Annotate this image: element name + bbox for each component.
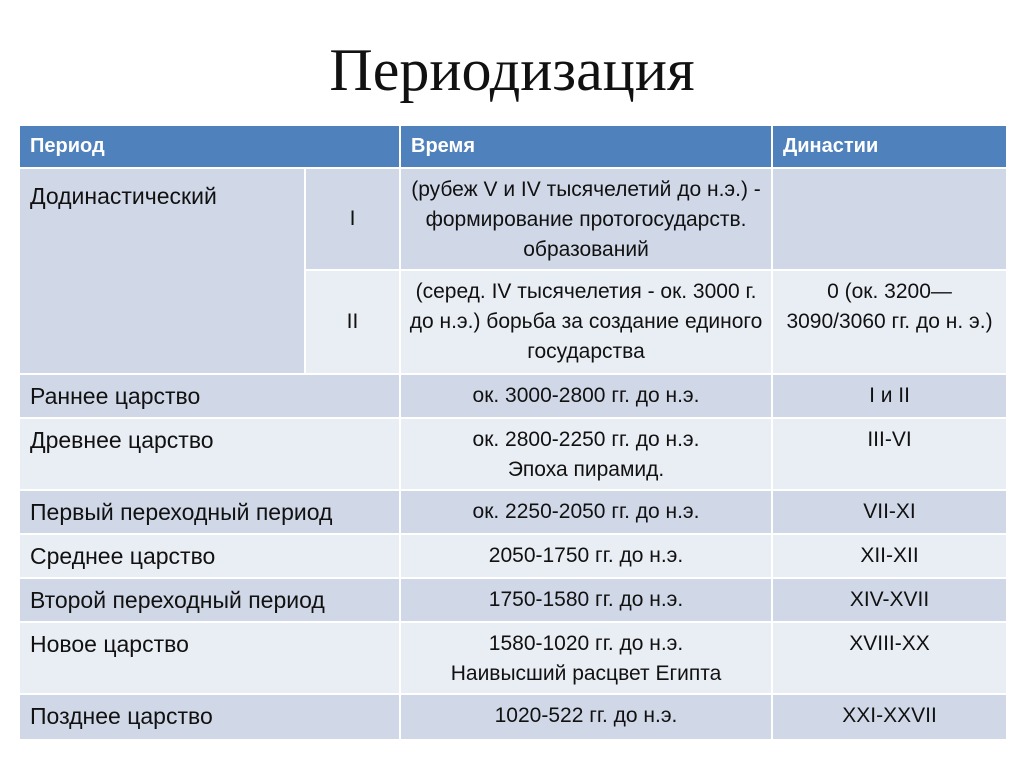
dynasty-cell: I и II [772, 374, 1007, 418]
subperiod-cell: II [305, 270, 400, 374]
table-row [19, 534, 1007, 578]
table-row [19, 490, 1007, 534]
time-cell: ок. 2250-2050 гг. до н.э. [400, 490, 772, 534]
table-row [19, 622, 1007, 694]
table-row [19, 694, 1007, 740]
periodization-table [18, 124, 1008, 741]
dynasty-cell: 0 (ок. 3200—3090/3060 гг. до н. э.) [772, 270, 1007, 374]
dynasty-cell: III-VI [772, 418, 1007, 490]
header-time: Время [400, 125, 772, 168]
period-cell: Древнее царство [19, 418, 400, 490]
period-cell: Среднее царство [19, 534, 400, 578]
period-cell: Второй переходный период [19, 578, 400, 622]
table-row [19, 418, 1007, 490]
dynasty-cell: XII-XII [772, 534, 1007, 578]
page-title: Периодизация [329, 37, 695, 103]
period-cell: Раннее царство [19, 374, 400, 418]
table-row [19, 168, 1007, 270]
time-cell: 2050-1750 гг. до н.э. [400, 534, 772, 578]
time-cell: (рубеж V и IV тысячелетий до н.э.) - формирование протогосударств. образований [400, 168, 772, 270]
time-cell: 1580-1020 гг. до н.э. Наивысший расцвет Египта [400, 622, 772, 694]
table-row [19, 374, 1007, 418]
dynasty-cell: XIV-XVII [772, 578, 1007, 622]
period-cell: Новое царство [19, 622, 400, 694]
dynasty-cell [772, 168, 1007, 270]
header-period: Период [19, 125, 400, 168]
period-cell: Позднее царство [19, 694, 400, 740]
time-cell: ок. 2800-2250 гг. до н.э. Эпоха пирамид. [400, 418, 772, 490]
time-cell: ок. 3000-2800 гг. до н.э. [400, 374, 772, 418]
time-cell: (серед. IV тысячелетия - ок. 3000 г. до н.э.) борьба за создание единого государства [400, 270, 772, 374]
period-cell: Додинастический [19, 168, 305, 374]
time-cell: 1750-1580 гг. до н.э. [400, 578, 772, 622]
time-cell: 1020-522 гг. до н.э. [400, 694, 772, 740]
dynasty-cell: VII-XI [772, 490, 1007, 534]
dynasty-cell: XVIII-XX [772, 622, 1007, 694]
dynasty-cell: XXI-XXVII [772, 694, 1007, 740]
header-dynasties: Династии [772, 125, 1007, 168]
table-row [19, 578, 1007, 622]
table-header-row [19, 125, 1007, 168]
subperiod-cell: I [305, 168, 400, 270]
period-cell: Первый переходный период [19, 490, 400, 534]
